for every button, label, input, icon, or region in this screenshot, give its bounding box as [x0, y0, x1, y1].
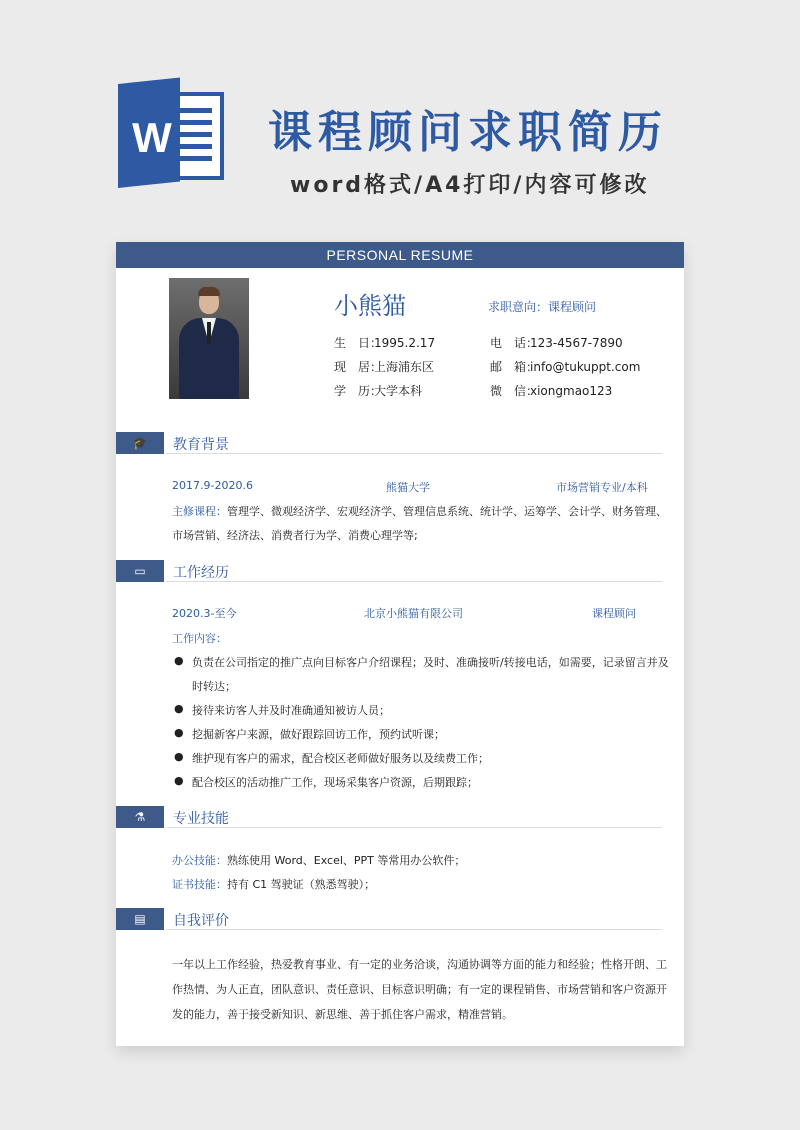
info-email: 邮 箱：info@tukuppt.com — [490, 360, 641, 374]
banner-subtitle: word格式/A4打印/内容可修改 — [290, 173, 650, 198]
work-company: 北京小熊猫有限公司 — [364, 607, 463, 620]
list-item: 负责在公司指定的推广点向目标客户介绍课程；及时、准确接听/转接电话，如需要，记录留言并及 — [192, 656, 669, 669]
resume-paper: PERSONAL RESUME 小熊猫 求职意向：课程顾问 生 日：1995.2.17 现 居：上海浦东区 学 历：大学本科 电 话：123-4567-7890 邮 箱：info@tukuppt.com 微 信：xiongmao123 🎓 教育背景 2017.9-2020.6 熊猫大学 市场营销专业/本科 主修课程：管理学、微观经济学、宏观经济学、管理信息系统、统计学、运筹学、会计学、财务管理、 市场营销、经济法、消费者行为学、消费心理学等; ▭ 工作经历 2020.3-至今 北京小熊猫有限公司 课程顾问 工作内容： ● 负责在公司指定的推广点向目标客户介绍课程；及时、准确接听/转接电话，如需要，记录留言并及 时转达； ● 接待来访客人并及时准确通知被访人员； ● 挖掘新客户来源，做好跟踪回访工作，预约试听课； ● 维护现有客户的需求，配合校区老师做好服务以及续费工作； ● 配合校区的活动推广工作，现场采集客户资源，后期跟踪； ⚗ 专业技能 办公技能：熟练使用 Word、Excel、PPT 等常用办公软件； 证书技能：持有 C1 驾驶证（熟悉驾驶）； ▤ 自我评价 一年以上工作经验，热爱教育事业、有一定的业务洽谈，沟通协调等方面的能力和经验；性格开朗、工 作热情、为人正直，团队意识、责任意识、目标意识明确；有一定的课程销售、市场营销和客户资源开 发的能力，善于接受新知识、新思维、善于抓住客户需求，精准营销。 — [116, 242, 684, 1046]
info-residence: 现 居：上海浦东区 — [334, 360, 435, 374]
section-self — [116, 908, 662, 930]
section-title: 自我评价 — [173, 913, 229, 929]
skill-office: 办公技能：熟练使用 Word、Excel、PPT 等常用办公软件； — [172, 854, 466, 867]
flask-icon: ⚗ — [134, 810, 146, 824]
info-phone: 电 话：123-4567-7890 — [490, 336, 623, 350]
banner-title: 课程顾问求职简历 — [268, 107, 668, 158]
info-birthday: 生 日：1995.2.17 — [334, 336, 436, 350]
education-courses-cont: 市场营销、经济法、消费者行为学、消费心理学等; — [172, 529, 418, 542]
work-position: 课程顾问 — [592, 607, 636, 620]
graduation-cap-icon: 🎓 — [132, 436, 148, 450]
monitor-icon: ▭ — [134, 564, 146, 578]
work-content-label: 工作内容： — [172, 632, 227, 645]
profile-photo — [169, 278, 249, 399]
education-major: 市场营销专业/本科 — [556, 481, 648, 494]
section-skills — [116, 806, 662, 828]
list-item: 时转达； — [192, 680, 236, 693]
job-intent: 求职意向：课程顾问 — [488, 300, 597, 314]
section-title: 工作经历 — [173, 565, 229, 581]
self-eval-line: 作热情、为人正直，团队意识、责任意识、目标意识明确；有一定的课程销售、市场营销和客户资源开 — [172, 983, 667, 996]
section-work — [116, 560, 662, 582]
skill-cert: 证书技能：持有 C1 驾驶证（熟悉驾驶）； — [172, 878, 376, 891]
candidate-name: 小熊猫 — [334, 292, 406, 320]
list-item: 接待来访客人并及时准确通知被访人员； — [192, 704, 390, 717]
section-title: 教育背景 — [173, 437, 229, 453]
section-title: 专业技能 — [173, 811, 229, 827]
list-item: 配合校区的活动推广工作，现场采集客户资源，后期跟踪； — [192, 776, 478, 789]
list-item: 维护现有客户的需求，配合校区老师做好服务以及续费工作； — [192, 752, 489, 765]
education-period: 2017.9-2020.6 — [172, 479, 253, 492]
word-logo — [118, 84, 228, 188]
resume-header-bar: PERSONAL RESUME — [116, 242, 684, 268]
work-period: 2020.3-至今 — [172, 607, 237, 620]
education-school: 熊猫大学 — [386, 481, 430, 494]
info-wechat: 微 信：xiongmao123 — [490, 384, 613, 398]
info-education: 学 历：大学本科 — [334, 384, 423, 398]
self-eval-line: 一年以上工作经验，热爱教育事业、有一定的业务洽谈，沟通协调等方面的能力和经验；性格开朗、工 — [172, 958, 667, 971]
self-eval-line: 发的能力，善于接受新知识、新思维、善于抓住客户需求，精准营销。 — [172, 1008, 513, 1021]
section-education — [116, 432, 662, 454]
education-courses: 主修课程：管理学、微观经济学、宏观经济学、管理信息系统、统计学、运筹学、会计学、财务管理、 — [172, 505, 667, 518]
word-logo-letter: W — [132, 114, 172, 161]
id-card-icon: ▤ — [134, 912, 146, 926]
list-item: 挖掘新客户来源，做好跟踪回访工作，预约试听课； — [192, 728, 445, 741]
